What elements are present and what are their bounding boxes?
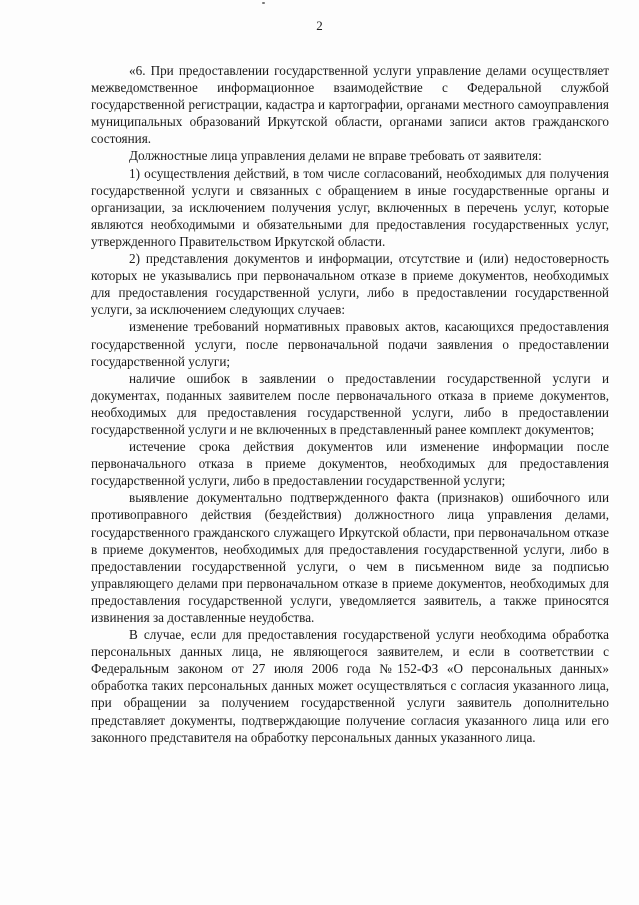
paragraph-case-expiry: истечение срока действия документов или изменение информации после первоначального отказа в приеме документов, необходимых для предоставления государственной услуги, либо в предоставлении государственной услуги; <box>91 439 609 489</box>
paragraph-item-1: 1) осуществления действий, в том числе согласований, необходимых для получения государственной услуги и связанных с обращением в иные государственные органы и организации, за исключением получения услуг, включенных в перечень услуг, которые являются необходимыми и обязательными для предоставления государственных услуг, утвержденного Правительством Иркутской области. <box>91 165 609 249</box>
page-number: 2 <box>316 18 323 33</box>
paragraph-personal-data: В случае, если для предоставления государственой услуги необходима обработка персональных данных лица, не являющегося заявителем, и если в соответствии с Федеральным законом от 27 июля 2006 года №152-ФЗ «О персональных данных» обработка таких персональных данных может осуществляться с согласия указанного лица, при обращении за получением государственной услуги заявитель дополнительно представляет документы, подтверждающие получение согласия указанного лица или его законного представителя на обработку персональных данных указанного лица. <box>91 627 609 745</box>
paragraph-case-misconduct: выявление документально подтвержденного факта (признаков) ошибочного или противоправного действия (бездействия) должностного лица управления делами, государственного гражданского служащего Иркутской области, при первоначальном отказе в приеме документов, необходимых для предоставления государственной услуги, либо в предоставлении государственной услуги, о чем в письменном виде за подписью управляющего делами при первоначальном отказе в приеме документов, необходимых для предоставления государственной услуги, уведомляется заявитель, а также приносятся извинения за доставленные неудобства. <box>91 490 609 625</box>
paragraph-officials-not-entitled: Должностные лица управления делами не вправе требовать от заявителя: <box>129 148 542 164</box>
paragraph-interagency-interaction: «6. При предоставлении государственной услуги управление делами осуществляет межведомственное информационное взаимодействие с Федеральной службой государственной регистрации, кадастра и картографии, органами местного самоуправления муниципальных образований Иркутской области, органами записи актов гражданского состояния. <box>91 63 609 147</box>
paragraph-item-2: 2) представления документов и информации, отсутствие и (или) недостоверность которых не указывались при первоначальном отказе в приеме документов, необходимых для предоставления государственной услуги, либо в предоставлении государственной услуги, за исключением следующих случаев: <box>91 251 609 318</box>
paragraph-case-errors: наличие ошибок в заявлении о предоставлении государственной услуги и документах, поданных заявителем после первоначального отказа в приеме документов, необходимых для предоставления государственной услуги, либо в предоставлении государственной услуги и не включенных в представленный ранее комплект документов; <box>91 370 609 437</box>
scan-speck <box>262 2 265 4</box>
document-body <box>91 62 609 746</box>
paragraph-case-requirements-change: изменение требований нормативных правовых актов, касающихся предоставления государственной услуги, после первоначальной подачи заявления о предоставлении государственной услуги; <box>91 319 609 369</box>
